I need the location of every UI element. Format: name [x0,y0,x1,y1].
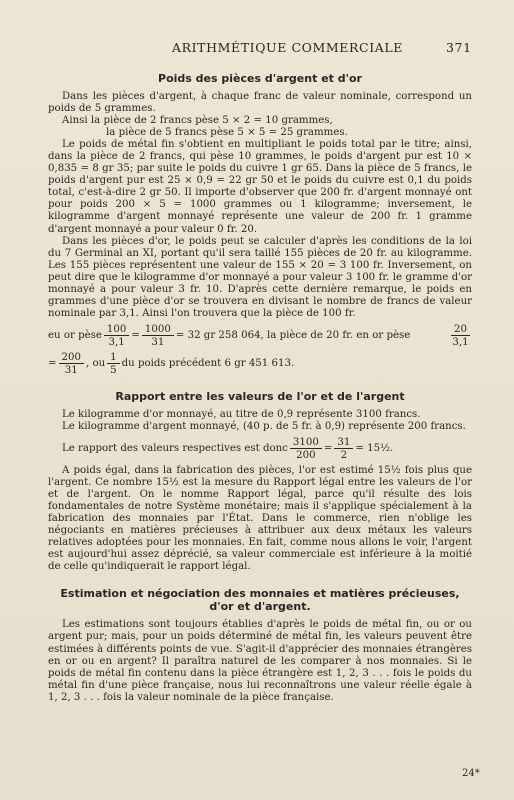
equals-sign: = [131,329,140,341]
running-header [0,40,514,60]
denominator: 31 [151,336,165,348]
denominator: 3,1 [452,336,469,348]
numerator: 3100 [290,437,322,449]
equation-text: du poids précédent 6 gr 451 613. [121,357,295,369]
equals-sign: = [323,442,333,454]
signature-mark: 24* [462,768,480,779]
numerator: 200 [59,352,84,364]
equation-text: Le rapport des valeurs respectives est donc [62,442,288,454]
denominator: 5 [110,364,117,376]
equation-text: = 15½. [355,442,394,454]
numerator: 1 [107,352,119,364]
numerator: 20 [451,324,470,336]
page-number: 371 [446,40,472,55]
equation-text: eu or pèse [48,329,102,341]
paragraph: Dans les pièces d'or, le poids peut se calculer d'après les conditions de la loi du 7 Germinal an XI, portant qu'il sera taillé 155 pièces de 20 fr. au kilogramme. Les 155 pièces représentent une valeur de 155 ⨯ 20 = 3 100 fr. Inversement, on peut dire que le kilogramme d'or monnayé a pour valeur 3 100 fr. le gramme d'or monnayé a pour valeur 3 fr. 10. D'après cette dernière remarque, le poids en grammes d'une pièce d'or se trouvera en divisant le nombre de francs de valeur nominale par 3,1. Ainsi l'on trouvera que la pièce de 100 fr. [48,235,472,319]
fraction [104,324,129,348]
numerator: 1000 [142,324,174,336]
equation-line [48,352,472,376]
paragraph: A poids égal, dans la fabrication des pièces, l'or est estimé 15½ fois plus que l'argent. Ce nombre 15½ est la mesure du Rapport légal entre les valeurs de l'or et de l'argent. On le nomme Rapport légal, parce qu'il résulte des lois fondamentales de notre Système monétaire; mais il s'applique spécialement à la fabrication des monnaies par l'État. Dans le commerce, rien n'oblige les négociants en matières précieuses à attribuer aux deux métaux les valeurs relatives adoptées pour les monnaies. En fait, comme nous allons le voir, l'argent est aujourd'hui assez déprécié, sa valeur commerciale est inférieure à la moitié de celle qu'indiquerait le rapport légal. [48,464,472,573]
paragraph: Dans les pièces d'argent, à chaque franc de valeur nominale, correspond un poids de 5 grammes. [48,91,472,115]
denominator: 31 [64,364,78,376]
denominator: 2 [340,449,348,461]
header-title: ARITHMÉTIQUE COMMERCIALE [172,40,403,55]
paragraph: Le poids de métal fin s'obtient en multipliant le poids total par le titre; ainsi, dans la pièce de 2 francs, qui pèse 10 grammes, le poids d'argent pur est 10 ⨯ 0,835 = 8 gr 35; par suite le poids du cuivre 1 gr 65. Dans la pièce de 5 francs, le poids d'argent pur est 25 ⨯ 0,9 = 22 gr 50 et le poids du cuivre est 0,1 du poids total, c'est-à-dire 2 gr 50. Il importe d'observer que 200 fr. d'argent monnayé ont pour poids 200 ⨯ 5 = 1000 grammes ou 1 kilogramme; inversement, le kilogramme d'argent monnayé représente une valeur de 200 fr. 1 gramme d'argent monnayé a pour valeur 0 fr. 20. [48,139,472,235]
numerator: 31 [334,437,353,449]
fraction [290,437,322,461]
equation-text: = 32 gr 258 064, la pièce de 20 fr. en or pèse [175,329,411,341]
equation-line [48,437,472,461]
paragraph-line: Le kilogramme d'or monnayé, au titre de 0,9 représente 3100 francs. [62,408,421,420]
denominator: 3,1 [108,336,125,348]
equation-text: , ou [86,357,106,369]
denominator: 200 [296,449,316,461]
equals-sign: = [48,357,57,369]
fraction [334,437,353,461]
fraction [107,352,119,376]
numerator: 100 [104,324,129,336]
fraction [142,324,174,348]
paragraph: Les estimations sont toujours établies d'après le poids de métal fin, ou or ou argent pur; mais, pour un poids déterminé de métal fin, les valeurs peuvent être estimées à différents points de vue. S'agit-il d'apprécier des monnaies étrangères en or ou en argent? Il paraîtra naturel de les comparer à nos monnaies. Si le poids de métal fin contenu dans la pièce étrangère est 1, 2, 3 . . . fois le poids du métal fin d'une pièce française, nous lui reconnaîtrons une valeur réelle égale à 1, 2, 3 . . . fois la valeur nominale de la pièce française. [48,619,472,703]
example-line: Ainsi la pièce de 2 francs pèse 5 ⨯ 2 = 10 grammes, [62,115,333,127]
page-body [48,68,472,704]
equation-line [48,324,472,348]
section-heading-estimation: Estimation et négociation des monnaies et matières précieuses, d'or et d'argent. [60,587,460,614]
section-heading-poids: Poids des pièces d'argent et d'or [158,72,362,85]
fraction [59,352,84,376]
paragraph-line: Le kilogramme d'argent monnayé, (40 p. de 5 fr. à 0,9) représente 200 francs. [62,420,466,432]
example-line: la pièce de 5 francs pèse 5 ⨯ 5 = 25 grammes. [106,127,348,139]
section-heading-rapport: Rapport entre les valeurs de l'or et de l'argent [115,389,405,403]
fraction [451,324,470,348]
